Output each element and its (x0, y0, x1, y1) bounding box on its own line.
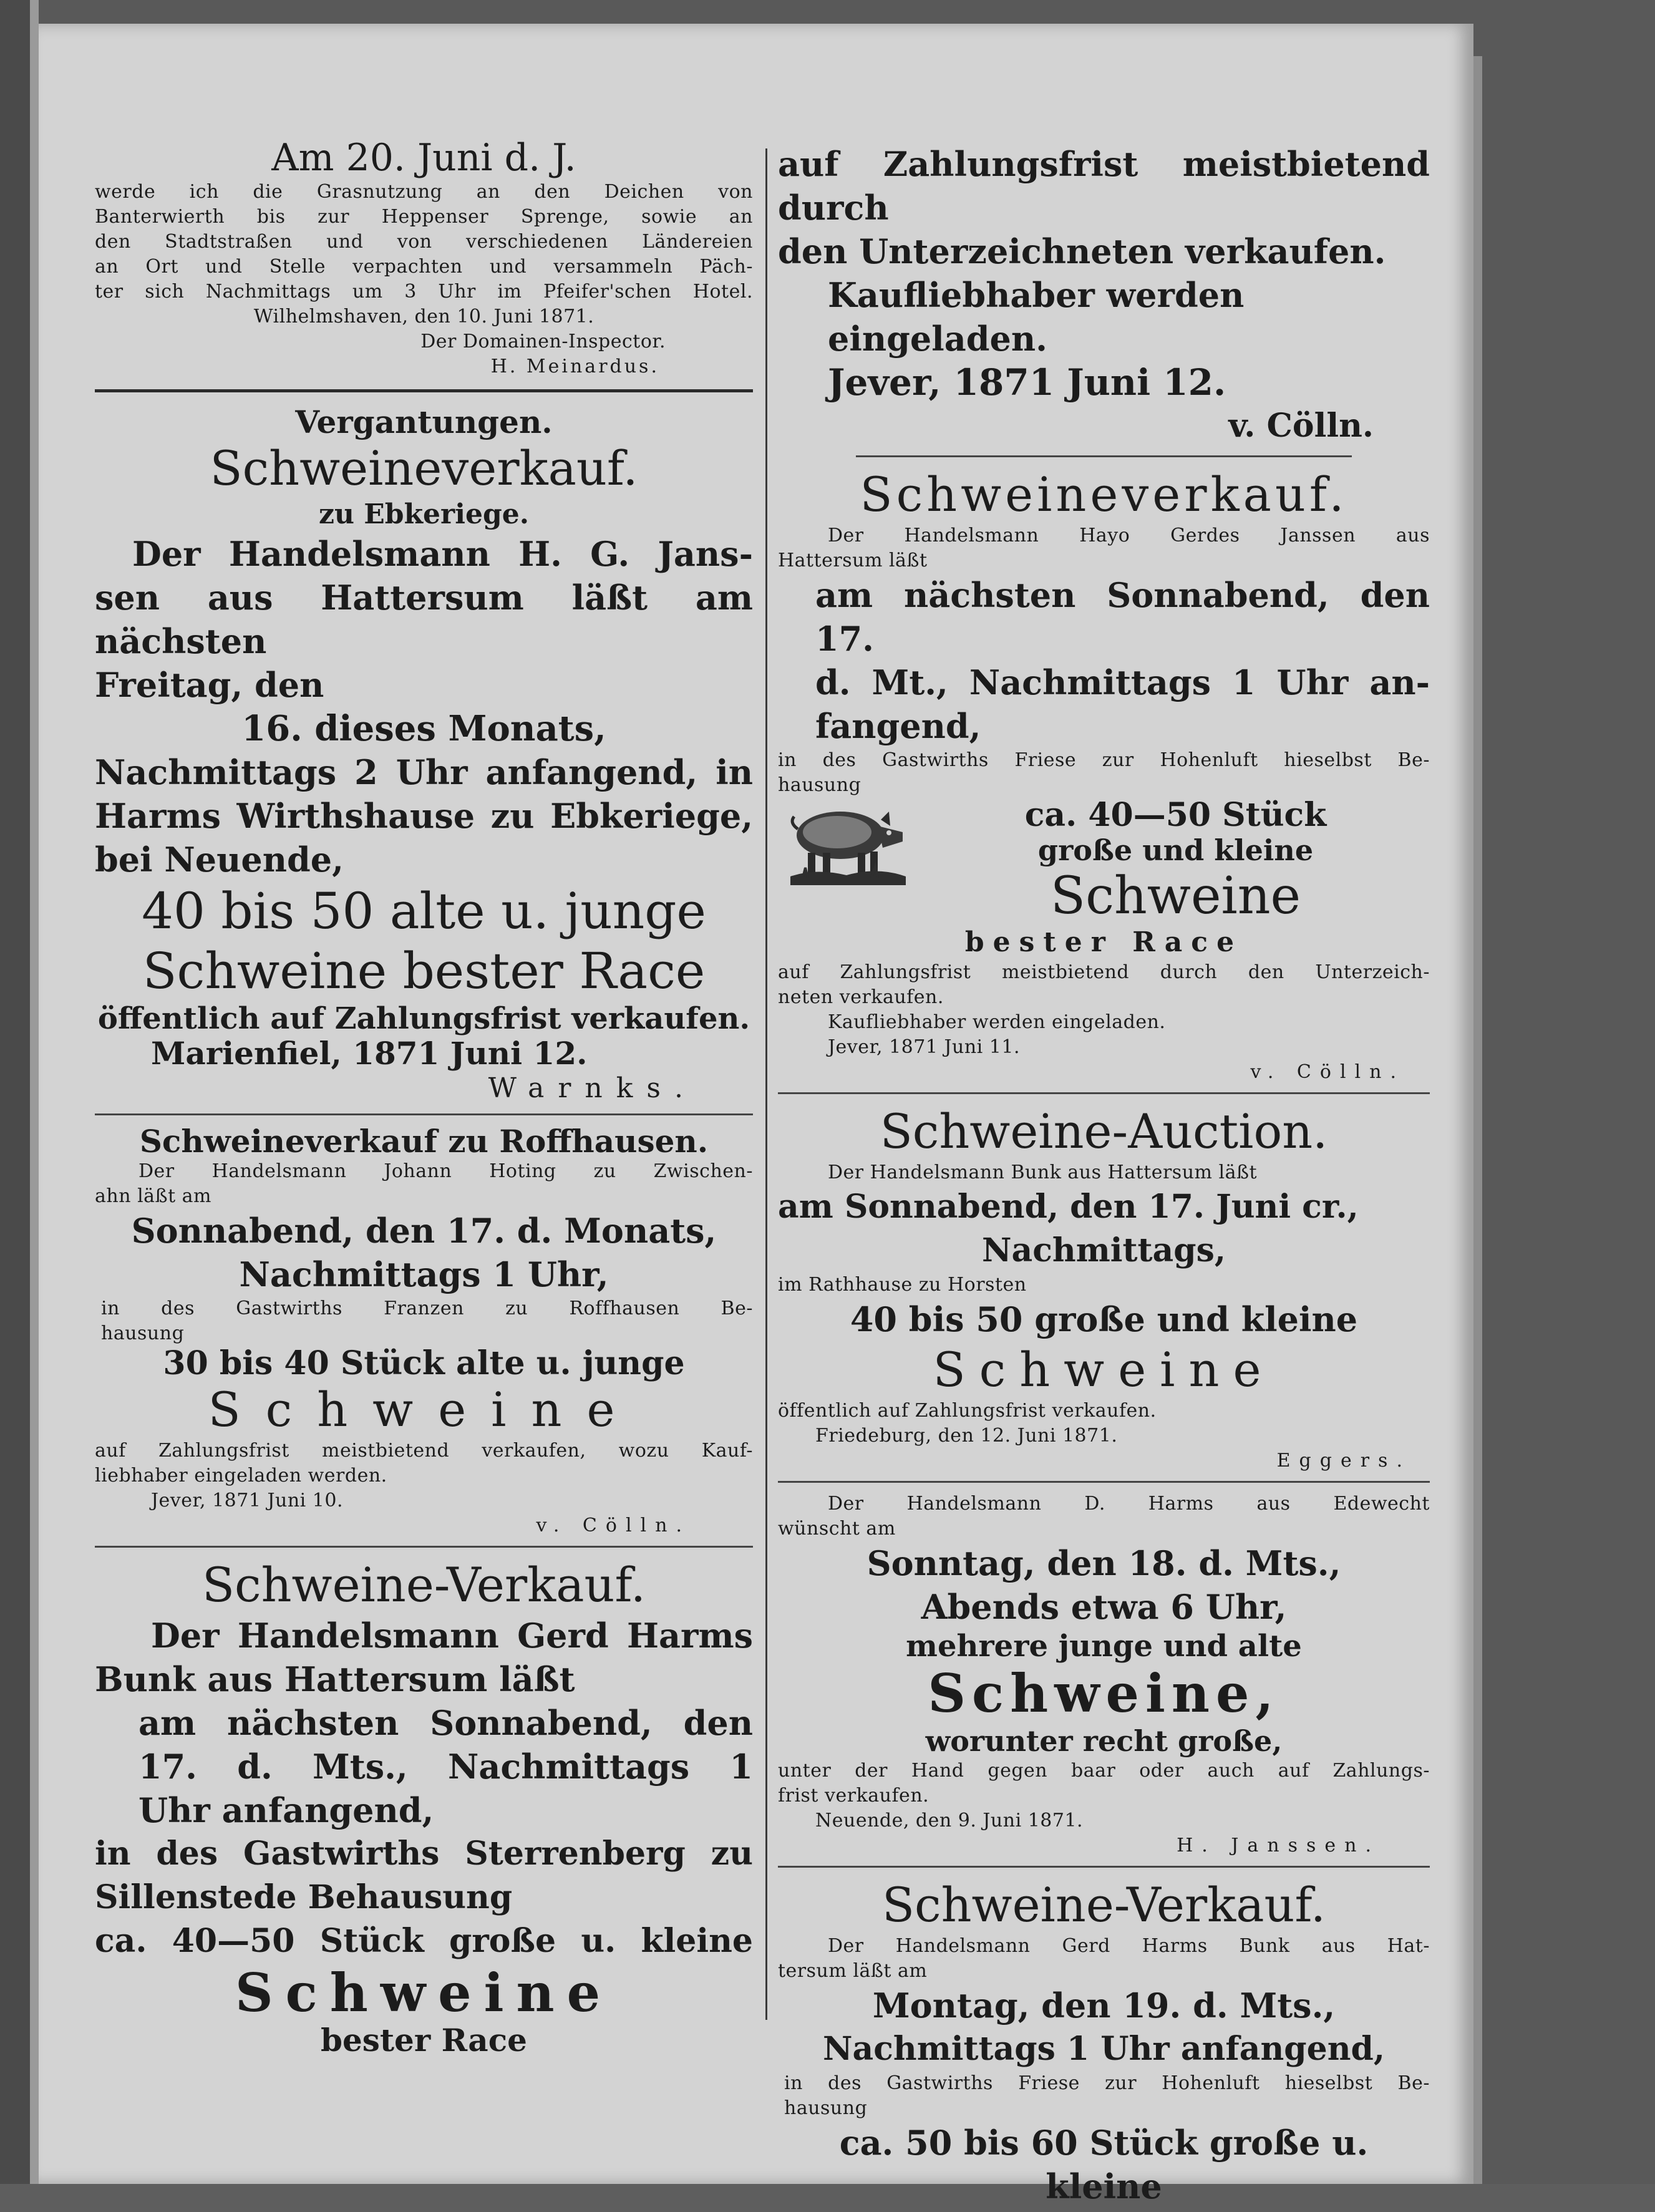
ad-date: am Sonnabend, den 17. Juni cr., (778, 1188, 1359, 1226)
ad-text-line: Der Handelsmann Gerd Harms Bunk aus Hat- (828, 1935, 1430, 1957)
ad-time: Abends etwa 6 Uhr, (921, 1587, 1287, 1627)
ad-text-line: Der Handelsmann H. G. Jans- (132, 534, 753, 574)
ad-place: im Rathhause zu Horsten (778, 1274, 1027, 1296)
ad-text-line: auf Zahlungsfrist meistbietend verkaufen, wozu Kauf- (95, 1440, 753, 1462)
newspaper-page (39, 24, 1473, 2206)
ad-text-line: tersum läßt am (778, 1960, 928, 1982)
ad-pigs: Schweine (208, 1382, 640, 1437)
ad-signature: H. Meinardus. (490, 356, 659, 377)
ad-count: ca. 50 bis 60 Stück große u. kleine (839, 2123, 1369, 2206)
ad-text-line: Der Handelsmann Johann Hoting zu Zwischen- (138, 1160, 753, 1182)
ad-text-line: hausung (784, 2097, 868, 2119)
ad-place-date: Wilhelmshaven, den 10. Juni 1871. (253, 306, 595, 327)
ad-text-line: Der Handelsmann Bunk aus Hattersum läßt (828, 1162, 1258, 1183)
ad-text-line: in des Gastwirths Franzen zu Roffhausen Be- (101, 1298, 753, 1319)
ad-pigs: Schweine (933, 1342, 1275, 1397)
ad-place-date: Jever, 1871 Juni 11. (828, 1036, 1020, 1058)
ad-text-line: hausung (101, 1322, 185, 1344)
ad-signature: v. Cölln. (536, 1515, 691, 1536)
ad-pig-sale-hohenluft (778, 466, 1430, 1085)
ad-rule (778, 1092, 1430, 1094)
left-column (95, 136, 753, 2062)
ad-pigs: Schweine (235, 1962, 613, 2024)
ad-heading: Schweineverkauf. (860, 467, 1348, 522)
ad-text-line: öffentlich auf Zahlungsfrist verkaufen. (778, 1400, 1157, 1422)
ad-text-line: Uhr anfangend, (138, 1790, 434, 1830)
pig-illustration-icon (778, 798, 915, 891)
ad-date-line: fangend, (815, 706, 981, 746)
ad-pigs: Schweine, (928, 1662, 1280, 1724)
ad-heading: Schweine-Auction. (880, 1104, 1328, 1159)
ad-rule (856, 455, 1351, 457)
ad-text-line: in des Gastwirths Sterrenberg zu (95, 1835, 753, 1873)
ad-subheading: zu Ebkeriege. (318, 498, 530, 530)
previous-page-edge (0, 0, 30, 2184)
ad-title: Am 20. Juni d. J. (271, 136, 576, 180)
ad-text-line: Harms Wirthshause zu Ebkeriege, (95, 796, 753, 836)
ad-signature: v. Cölln. (1250, 1061, 1405, 1083)
ad-place-date: Friedeburg, den 12. Juni 1871. (815, 1425, 1118, 1447)
ad-text-line: sen aus Hattersum läßt am nächsten (95, 578, 753, 661)
ad-pigs: Schweine (1050, 866, 1301, 926)
ad-race: bester Race (964, 926, 1243, 958)
ad-signature: Warnks. (488, 1072, 697, 1104)
ad-text-line: werde ich die Grasnutzung an den Deichen von (95, 181, 753, 203)
ad-text-line: Freitag, den (95, 665, 324, 705)
section-rule (95, 389, 753, 392)
ad-big-line: Schweine bester Race (142, 942, 706, 1000)
ad-heading: Schweine-Verkauf. (201, 1557, 646, 1613)
ad-text-line: Hattersum läßt (778, 550, 928, 571)
ad-text-line: unter der Hand gegen baar oder auch auf Zahlungs- (778, 1760, 1430, 1782)
ad-invite: Kaufliebhaber werden eingeladen. (828, 275, 1245, 359)
ad-text-line: den Unterzeichneten verkaufen. (778, 231, 1386, 271)
ad-pig-auction-horsten (778, 1103, 1430, 1473)
ad-count: 30 bis 40 Stück alte u. junge (163, 1344, 685, 1382)
ad-time: Nachmittags, (982, 1231, 1226, 1269)
ad-date: Montag, den 19. d. Mts., (872, 1986, 1336, 2025)
ad-text-line: den Stadtstraßen und von verschiedenen Ländereien (95, 231, 753, 253)
ad-place-date: Marienfiel, 1871 Juni 12. (151, 1035, 588, 1072)
ad-text-line: ter sich Nachmittags um 3 Uhr im Pfeifer'schen Hotel. (95, 281, 753, 303)
ad-text-line: 17. d. Mts., Nachmittags 1 (138, 1747, 753, 1787)
ad-text-line: wünscht am (778, 1518, 896, 1540)
ad-pig-text (921, 798, 1430, 925)
ad-pig-sale-ebkeriege (95, 440, 753, 1106)
page-edge (1473, 56, 1482, 2184)
ad-count: 40 bis 50 große und kleine (850, 1299, 1358, 1339)
ad-text-line: neten verkaufen. (778, 986, 944, 1008)
ad-pig-sale-sillenstede (95, 1556, 753, 2058)
ad-text-line: am nächsten Sonnabend, den (138, 1703, 753, 1743)
ad-date: Sonntag, den 18. d. Mts., (866, 1543, 1341, 1583)
ad-grass-lease (95, 136, 753, 379)
ad-heading: Schweineverkauf. (210, 440, 638, 496)
ad-subline: worunter recht große, (925, 1724, 1283, 1758)
ad-count: mehrere junge und alte (906, 1629, 1302, 1664)
ad-pig-sale-roffhausen (95, 1124, 753, 1538)
ad-race: bester Race (321, 2022, 527, 2059)
ad-text-line: ahn läßt am (95, 1185, 212, 1207)
ad-text-line: frist verkaufen. (778, 1785, 929, 1807)
ad-rule (778, 1481, 1430, 1483)
ad-place-date: Neuende, den 9. Juni 1871. (815, 1810, 1084, 1831)
ad-date: 16. dieses Monats, (241, 708, 606, 749)
ad-rule (95, 1546, 753, 1548)
ad-text-line: Nachmittags 2 Uhr anfangend, in (95, 752, 753, 792)
ad-text-line: in des Gastwirths Friese zur Hohenluft hieselbst Be- (784, 2072, 1430, 2094)
ad-signature: Eggers. (1276, 1450, 1411, 1472)
ad-time: Nachmittags 1 Uhr anfangend, (823, 2030, 1385, 2068)
ad-count: ca. 40—50 Stück (1024, 796, 1327, 834)
ad-text-line: Der Handelsmann Hayo Gerdes Janssen aus (828, 525, 1430, 546)
ad-text-line: öffentlich auf Zahlungsfrist verkaufen. (97, 1001, 750, 1036)
ad-date: Sonnabend, den 17. d. Monats, (131, 1211, 717, 1251)
ad-signature: H. Janssen. (1177, 1835, 1380, 1856)
ad-text-line: an Ort und Stelle verpachten und versammeln Päch- (95, 256, 753, 278)
column-divider (765, 148, 767, 2020)
ad-text-line: Bunk aus Hattersum läßt (95, 1659, 575, 1699)
ad-text-line: liebhaber eingeladen werden. (95, 1465, 387, 1487)
ad-text-line: Sillenstede Behausung (95, 1878, 513, 1916)
ad-date-line: am nächsten Sonnabend, den 17. (815, 575, 1430, 659)
previous-page-margin (30, 0, 39, 2184)
ad-heading: Schweine-Verkauf. (881, 1877, 1326, 1933)
ad-signature: v. Cölln. (1228, 407, 1374, 445)
ad-size: große und kleine (1037, 833, 1314, 867)
ad-text-line: bei Neuende, (95, 840, 344, 880)
ad-count: ca. 40—50 Stück große u. kleine (95, 1922, 753, 1960)
ad-text-line: Banterwierth bis zur Heppenser Sprenge, sowie an (95, 206, 753, 228)
ad-big-line: 40 bis 50 alte u. junge (142, 882, 706, 940)
ad-pig-sale-neuende (778, 1492, 1430, 1858)
ad-role: Der Domainen-Inspector. (420, 331, 666, 352)
right-column (778, 142, 1430, 2212)
ad-text-line: auf Zahlungsfrist meistbietend durch den Unterzeich- (778, 961, 1430, 983)
section-title: Vergantungen. (295, 404, 553, 440)
ad-place-date: Jever, 1871 Juni 10. (151, 1490, 343, 1511)
ad-continued-sale (778, 142, 1430, 448)
ad-date-line: d. Mt., Nachmittags 1 Uhr an- (815, 662, 1430, 702)
ad-rule (95, 1113, 753, 1115)
ad-time: Nachmittags 1 Uhr, (239, 1254, 609, 1294)
ad-text-line: in des Gastwirths Friese zur Hohenluft hieselbst Be- (778, 749, 1430, 771)
ad-text-line: Der Handelsmann D. Harms aus Edewecht (828, 1493, 1430, 1515)
ad-text-line: auf Zahlungsfrist meistbietend durch (778, 144, 1430, 228)
ad-heading: Schweineverkauf zu Roffhausen. (139, 1123, 709, 1160)
ad-text-line: hausung (778, 774, 861, 796)
ad-invite: Kaufliebhaber werden eingeladen. (828, 1011, 1166, 1033)
ad-place-date: Jever, 1871 Juni 12. (828, 361, 1226, 404)
ad-pig-block (778, 798, 1430, 925)
ad-text-line: Der Handelsmann Gerd Harms (151, 1616, 753, 1656)
ad-pig-sale-monday (778, 1876, 1430, 2208)
ad-rule (778, 1866, 1430, 1868)
